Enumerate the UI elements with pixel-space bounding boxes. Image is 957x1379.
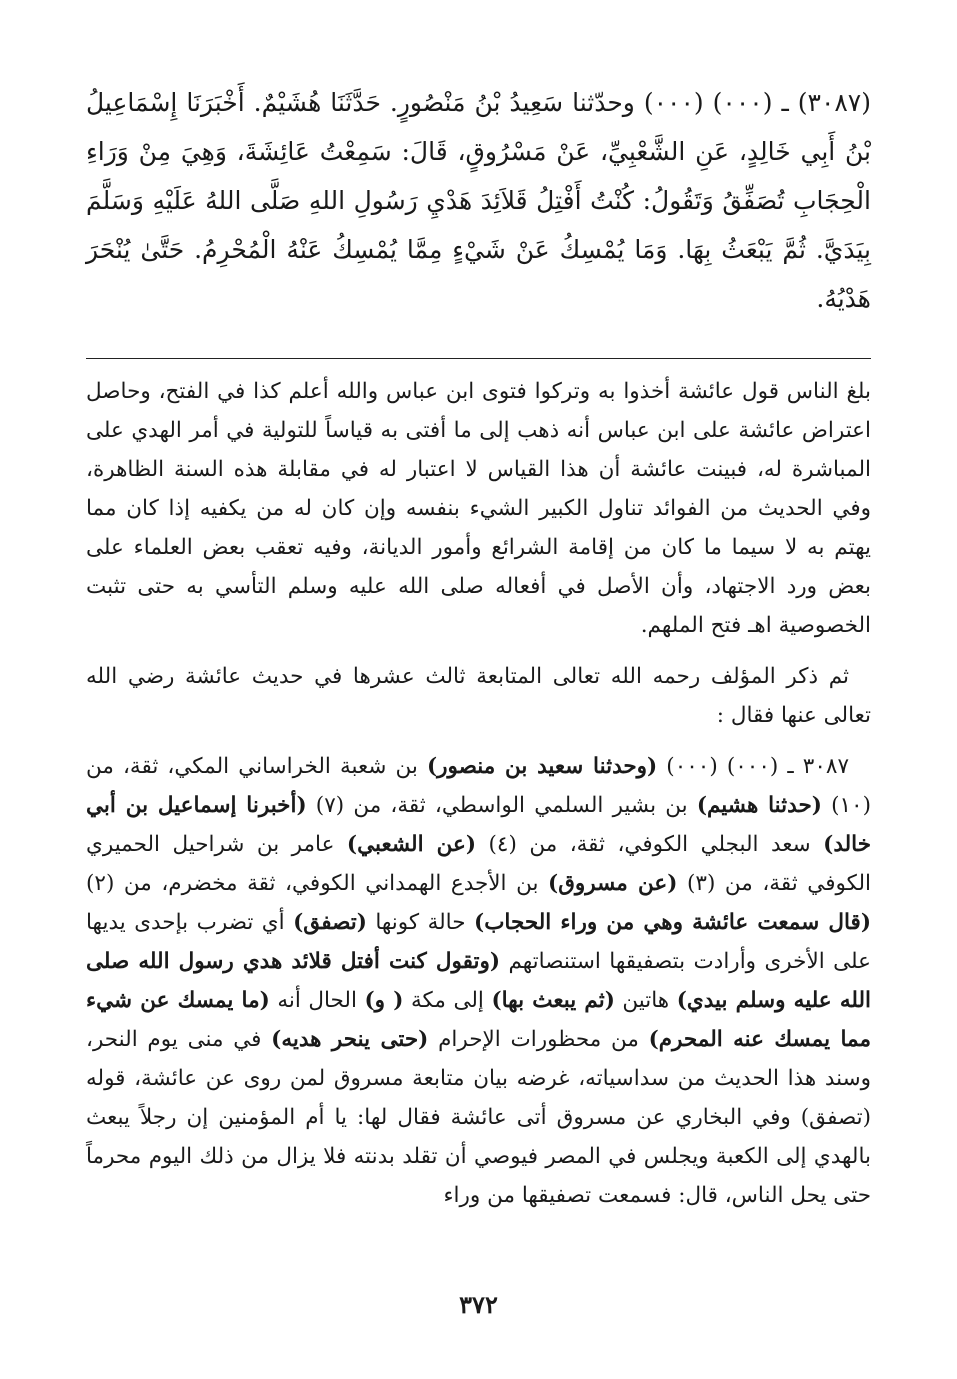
sharh-text: الحال أنه [269, 988, 365, 1013]
matn-text: (حدثنا هشيم) [696, 793, 822, 818]
matn-text: (وتقول كنت أفتل قلائد هدي رسول الله صلى الله عليه وسلم بيدي) [86, 949, 872, 1013]
sharh-text: سعد البجلي الكوفي، ثقة، من (٤) [476, 832, 824, 857]
footnote-divider [86, 358, 871, 359]
matn-text: (حتى ينحر هديه) [271, 1027, 429, 1052]
sharh-text: حالة كونها [366, 910, 475, 935]
sharh-text: في منى يوم النحر، وسند هذا الحديث من سداسياته، غرضه بيان متابعة مسروق لمن روى عن عائشة، قوله (تصفق) وفي البخاري عن مسروق أتى عائشة فقال لها: يا أم المؤمنين إن رجلاً يبعث بالهدي إلى الكعبة ويجلس في المصر فيوصي أن تقلد بدنته فلا يزال من ذلك اليوم محرماً حتى يحل الناس، قال: فسمعت تصفيقها من وراء [86, 1027, 871, 1208]
sharh-text: بن الأجدع الهمداني الكوفي، ثقة مخضرم، من (٢) [86, 871, 549, 896]
matn-text: (تصفق) [293, 910, 367, 935]
sharh-text: من محظورات الإحرام [428, 1027, 649, 1052]
commentary-paragraph-3 [86, 747, 871, 1215]
sharh-text: بن شعبة الخراساني المكي، ثقة، من (١٠) [86, 754, 871, 818]
sharh-text: هاتين [614, 988, 677, 1013]
page-number: ٣٧٢ [459, 1290, 498, 1319]
matn-text: (ثم يبعث بها) [491, 988, 615, 1013]
sharh-text: بن بشير السلمي الواسطي، ثقة، من (٧) [306, 793, 697, 818]
commentary-paragraph-1: بلغ الناس قول عائشة أخذوا به وتركوا فتوى ابن عباس والله أعلم كذا في الفتح، وحاصل اعتراض عائشة على ابن عباس أنه ذهب إلى ما أفتى به قياساً للتولية في أمر الهدي على المباشرة له، فبينت عائشة أن هذا القياس لا اعتبار له في مقابلة هذه السنة الظاهرة، وفي الحديث من الفوائد تناول الكبير الشيء بنفسه وإن كان له من يكفيه إذا كان مما يهتم به لا سيما ما كان من إقامة الشرائع وأمور الديانة، وفيه تعقب بعض العلماء على بعض ورد الاجتهاد، وأن الأصل في أفعاله صلى الله عليه وسلم التأسي به حتى تثبت الخصوصية اهـ فتح الملهم. [86, 379, 871, 638]
matn-text: (ما يمسك عن شيء مما يمسك عنه المحرم) [86, 988, 871, 1052]
sharh-text: عامر بن شراحيل الحميري الكوفي ثقة، من (٣) [86, 832, 871, 896]
matn-text: (عن الشعبي) [346, 832, 477, 857]
matn-text: (قال سمعت عائشة وهي من وراء الحجاب) [474, 910, 871, 935]
commentary-paragraph-2: ثم ذكر المؤلف رحمه الله تعالى المتابعة ثالث عشرها في حديث عائشة رضي الله تعالى عنها فقال : [86, 664, 871, 728]
sharh-text: ٣٠٨٧ ـ (٠٠٠) (٠٠٠) [657, 754, 849, 779]
matn-text: (عن مسروق) [548, 871, 678, 896]
sharh-text: إلى مكة [403, 988, 492, 1013]
hadith-number: (٣٠٨٧) ـ (٠٠٠) (٠٠٠) [643, 88, 871, 117]
matn-text: (أخبرنا إسماعيل بن أبي خالد) [86, 793, 871, 857]
hadith-text-block [86, 78, 871, 323]
commentary-block [86, 372, 871, 1227]
hadith-text: وحدّثنا سَعِيدُ بْنُ مَنْصُورٍ. حَدَّثَنَا هُشَيْمٌ. أَخْبَرَنَا إِسْمَاعِيلُ بْنُ أَبِي خَالِدٍ، عَنِ الشَّعْبِيِّ، عَنْ مَسْرُوقٍ، قَالَ: سَمِعْتُ عَائِشَةَ، وَهِيَ مِنْ وَرَاءِ الْحِجَابِ تُصَفِّقُ وَتَقُولُ: كُنْتُ أَفْتِلُ قَلاَئِدَ هَدْيِ رَسُولِ اللهِ صَلَّى اللهُ عَلَيْهِ وَسَلَّمَ بِيَدَيَّ. ثُمَّ يَبْعَثُ بِهَا. وَمَا يُمْسِكُ عَنْ شَيْءٍ مِمَّا يُمْسِكُ عَنْهُ الْمُحْرِمُ. حَتَّىٰ يُنْحَرَ هَدْيُهُ. [86, 88, 871, 313]
sharh-text: أي تضرب بإحدى يديها على الأخرى وأرادت بتصفيقها استنصاتهم [86, 910, 871, 974]
matn-text: (وحدثنا سعيد بن منصور) [426, 754, 658, 779]
matn-text: ( و) [364, 988, 404, 1013]
